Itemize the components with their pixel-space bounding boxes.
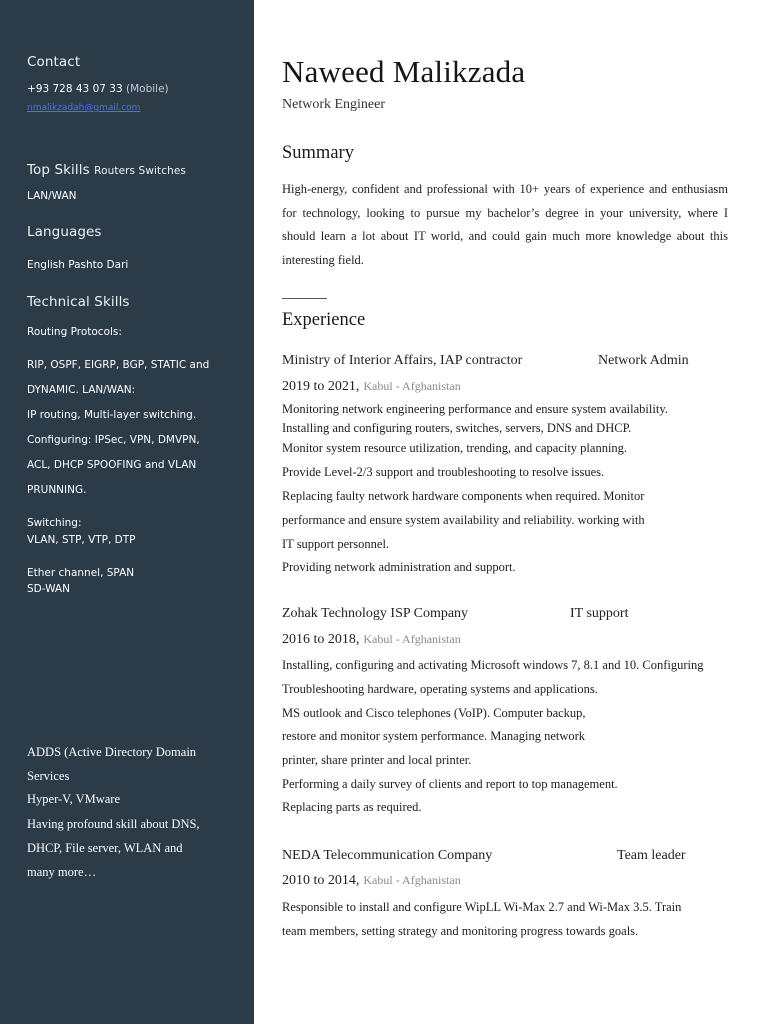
tech-line: DYNAMIC. LAN/WAN: (27, 384, 136, 396)
top-skills-inline: Routers Switches (94, 165, 187, 177)
job-organization: Zohak Technology ISP Company (282, 606, 469, 621)
tech-line: PRUNNING. (27, 484, 87, 496)
duty-line: Installing, configuring and activating Microsoft windows 7, 8.1 and 10. Configuring (282, 658, 704, 672)
tech-line: SD-WAN (27, 583, 70, 595)
extra-line: many more… (27, 865, 97, 879)
duty-line: restore and monitor system performance. Managing network (282, 729, 586, 743)
sidebar (0, 0, 254, 1024)
phone-line (27, 83, 169, 95)
duty-line: Providing network administration and support. (282, 560, 516, 574)
duty-line: IT support personnel. (282, 537, 390, 551)
job-role: Team leader (617, 848, 686, 863)
top-skills-line (27, 162, 186, 178)
duty-line: Replacing parts as required. (282, 800, 422, 814)
extra-line: Hyper-V, VMware (27, 792, 121, 806)
job-role: Network Admin (598, 353, 689, 368)
top-skills-heading: Top Skills (27, 162, 90, 178)
section-divider (282, 298, 327, 299)
tech-line: Ether channel, SPAN (27, 567, 135, 579)
tech-line: RIP, OSPF, EIGRP, BGP, STATIC and (27, 359, 210, 371)
main-content (254, 0, 768, 1024)
duty-line: team members, setting strategy and monitoring progress towards goals. (282, 924, 639, 938)
summary-heading: Summary (282, 143, 354, 163)
job-location: Kabul - Afghanistan (363, 632, 461, 646)
duty-line: Installing and configuring routers, switches, servers, DNS and DHCP. (282, 421, 632, 435)
duty-line: Replacing faulty network hardware components when required. Monitor (282, 489, 645, 503)
person-name: Naweed Malikzada (282, 54, 526, 89)
duty-line: Performing a daily survey of clients and report to top management. (282, 777, 618, 791)
languages-heading: Languages (27, 224, 102, 240)
duty-line: Monitoring network engineering performance and ensure system availability. (282, 402, 668, 416)
contact-heading: Contact (27, 54, 81, 70)
duty-line: Troubleshooting hardware, operating systems and applications. (282, 682, 598, 696)
tech-line: Switching: (27, 517, 82, 529)
job-date-line (282, 630, 461, 648)
phone-number: +93 728 43 07 33 (27, 83, 123, 95)
extra-line: Having profound skill about DNS, (27, 817, 200, 831)
job-organization: Ministry of Interior Affairs, IAP contractor (282, 353, 523, 368)
languages-list: English Pashto Dari (27, 259, 129, 271)
job-dates: 2019 to 2021, (282, 379, 360, 394)
phone-note: (Mobile) (125, 83, 169, 95)
extra-line: Services (27, 769, 70, 783)
duty-line: Responsible to install and configure WipLL Wi-Max 2.7 and Wi-Max 3.5. Train (282, 900, 682, 914)
duty-line: printer, share printer and local printer. (282, 753, 472, 767)
job-date-line (282, 377, 461, 395)
job-dates: 2016 to 2018, (282, 632, 360, 647)
tech-line: ACL, DHCP SPOOFING and VLAN (27, 459, 197, 471)
duty-line: MS outlook and Cisco telephones (VoIP). Computer backup, (282, 706, 586, 720)
duty-line: Provide Level-2/3 support and troubleshooting to resolve issues. (282, 465, 605, 479)
job-title: Network Engineer (282, 97, 386, 112)
job-dates: 2010 to 2014, (282, 873, 360, 888)
summary-text: High-energy, confident and professional with 10+ years of experience and enthusiasm for technology, looking to pursue my bachelor’s degree in your university, where I should learn a lot about IT world, and could gain much more knowledge about this interesting field. (282, 182, 728, 267)
experience-heading: Experience (282, 310, 366, 330)
duty-line: Monitor system resource utilization, trending, and capacity planning. (282, 441, 628, 455)
duty-line: performance and ensure system availability and reliability. working with (282, 513, 645, 527)
job-location: Kabul - Afghanistan (363, 379, 461, 393)
tech-line: VLAN, STP, VTP, DTP (27, 534, 136, 546)
top-skills-line2: LAN/WAN (27, 190, 77, 202)
job-organization: NEDA Telecommunication Company (282, 848, 493, 863)
job-date-line (282, 871, 461, 889)
tech-line: Configuring: IPSec, VPN, DMVPN, (27, 434, 200, 446)
tech-line: Routing Protocols: (27, 326, 122, 338)
extra-line: DHCP, File server, WLAN and (27, 841, 183, 855)
technical-skills-heading: Technical Skills (27, 294, 130, 310)
extra-line: ADDS (Active Directory Domain (27, 745, 197, 759)
job-location: Kabul - Afghanistan (363, 873, 461, 887)
tech-line: IP routing, Multi-layer switching. (27, 409, 197, 421)
email-link[interactable]: nmalikzadah@gmail.com (27, 103, 141, 113)
job-role: IT support (570, 606, 629, 621)
